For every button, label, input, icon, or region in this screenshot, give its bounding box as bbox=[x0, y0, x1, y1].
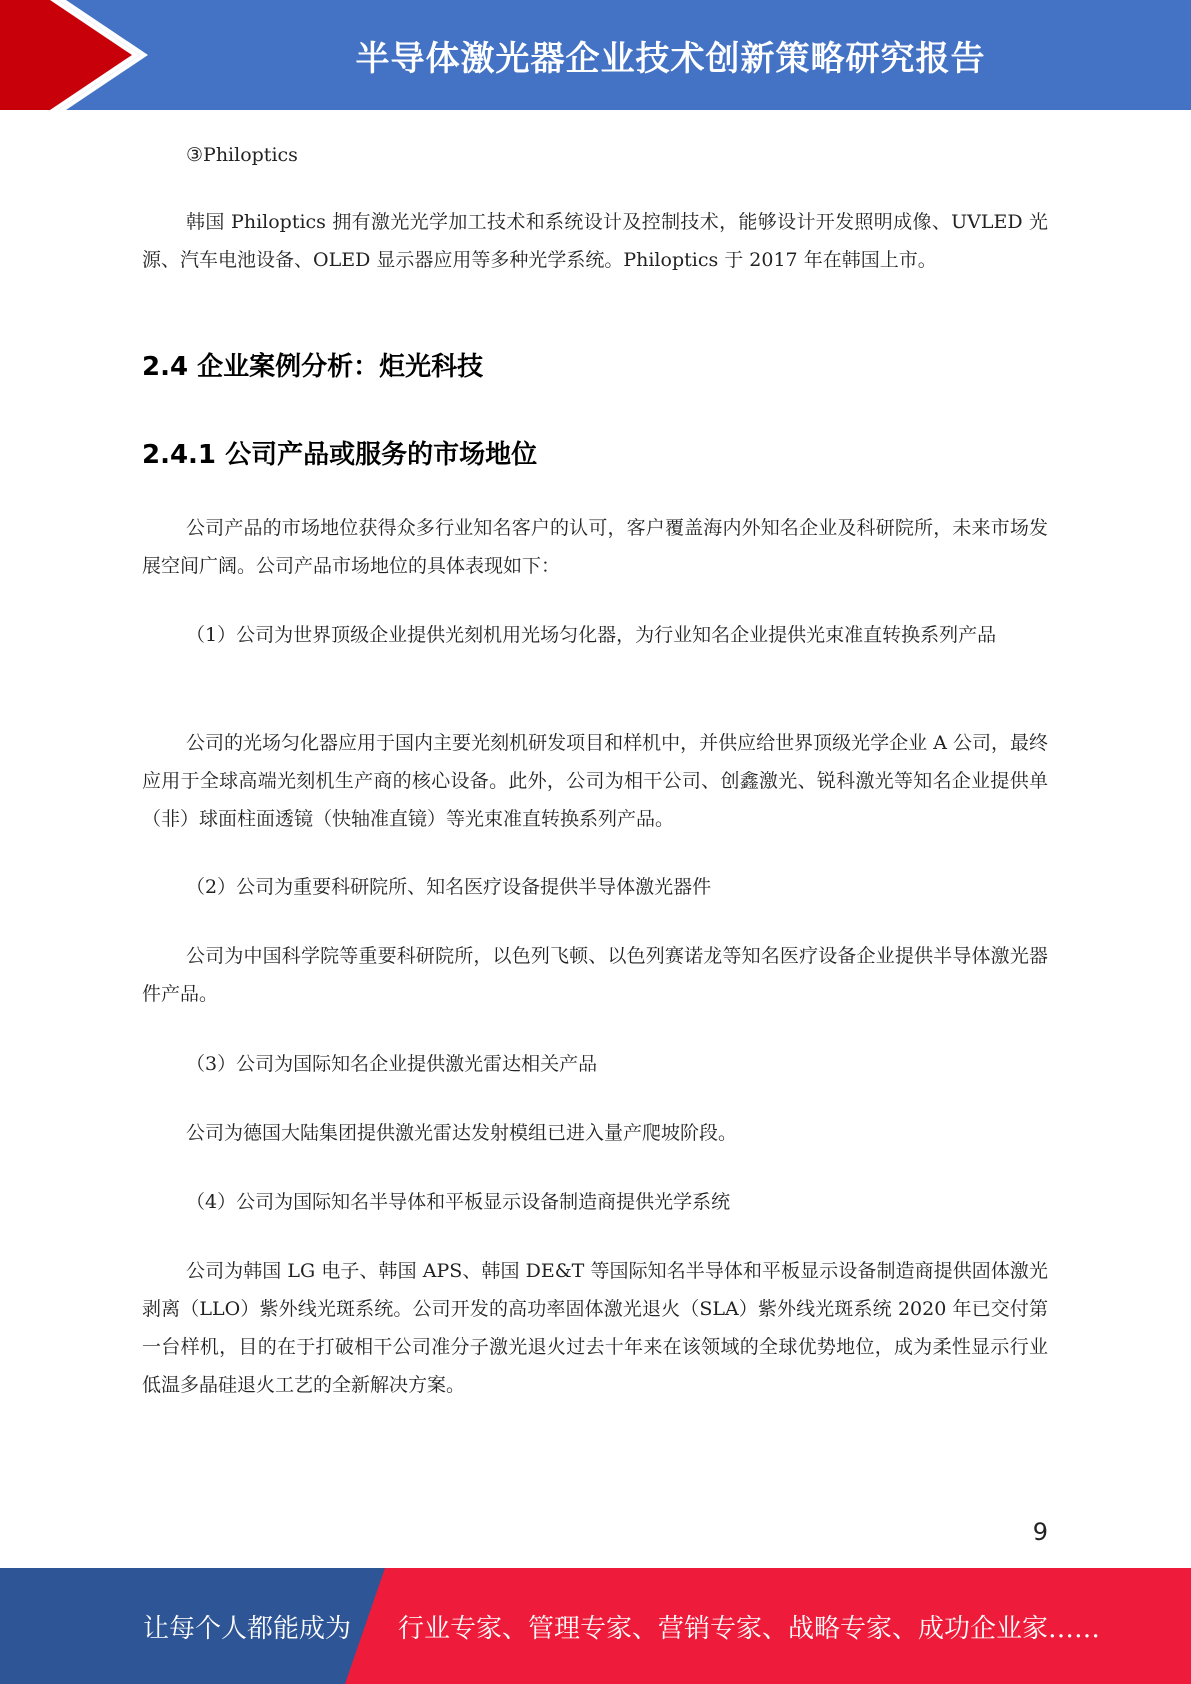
subsection-heading: 2.4.1 公司产品或服务的市场地位 bbox=[142, 440, 538, 470]
page-footer bbox=[0, 1568, 1191, 1684]
list-item: （2）公司为重要科研院所、知名医疗设备提供半导体激光器件 bbox=[186, 876, 712, 898]
footer-slogan-right: 行业专家、管理专家、营销专家、战略专家、成功企业家…… bbox=[398, 1613, 1101, 1644]
sub-heading: ③Philoptics bbox=[186, 144, 298, 166]
paragraph: 公司为韩国 LG 电子、韩国 APS、韩国 DE&T 等国际知名半导体和平板显示设备制造商提供固体激光剥离（LLO）紫外线光斑系统。公司开发的高功率固体激光退火（SLA）紫外线光斑系统 2020 年已交付第一台样机，目的在于打破相干公司准分子激光退火过去十年来在该领域的全球优势地位，成为柔性显示行业低温多晶硅退火工艺的全新解决方案。 bbox=[142, 1260, 1048, 1396]
footer-slogan-left: 让每个人都能成为 bbox=[143, 1613, 352, 1644]
list-item: （1）公司为世界顶级企业提供光刻机用光场匀化器，为行业知名企业提供光束准直转换系列产品 bbox=[186, 624, 997, 646]
paragraph: 公司为德国大陆集团提供激光雷达发射模组已进入量产爬坡阶段。 bbox=[186, 1122, 738, 1144]
list-item: （3）公司为国际知名企业提供激光雷达相关产品 bbox=[186, 1053, 598, 1075]
paragraph: 韩国 Philoptics 拥有激光光学加工技术和系统设计及控制技术，能够设计开发照明成像、UVLED 光源、汽车电池设备、OLED 显示器应用等多种光学系统。Philoptics 于 2017 年在韩国上市。 bbox=[142, 211, 1048, 271]
page-header bbox=[0, 0, 1191, 110]
paragraph: 公司为中国科学院等重要科研院所，以色列飞顿、以色列赛诺龙等知名医疗设备企业提供半导体激光器件产品。 bbox=[142, 945, 1048, 1005]
report-title: 半导体激光器企业技术创新策略研究报告 bbox=[355, 38, 986, 79]
list-item: （4）公司为国际知名半导体和平板显示设备制造商提供光学系统 bbox=[186, 1191, 731, 1213]
paragraph: 公司产品的市场地位获得众多行业知名客户的认可，客户覆盖海内外知名企业及科研院所，未来市场发展空间广阔。公司产品市场地位的具体表现如下： bbox=[142, 517, 1048, 577]
paragraph: 公司的光场匀化器应用于国内主要光刻机研发项目和样机中，并供应给世界顶级光学企业 A 公司，最终应用于全球高端光刻机生产商的核心设备。此外，公司为相干公司、创鑫激光、锐科激光等知名企业提供单（非）球面柱面透镜（快轴准直镜）等光束准直转换系列产品。 bbox=[142, 732, 1048, 830]
page-number: 9 bbox=[1032, 1518, 1048, 1546]
section-heading: 2.4 企业案例分析：炬光科技 bbox=[142, 352, 484, 382]
